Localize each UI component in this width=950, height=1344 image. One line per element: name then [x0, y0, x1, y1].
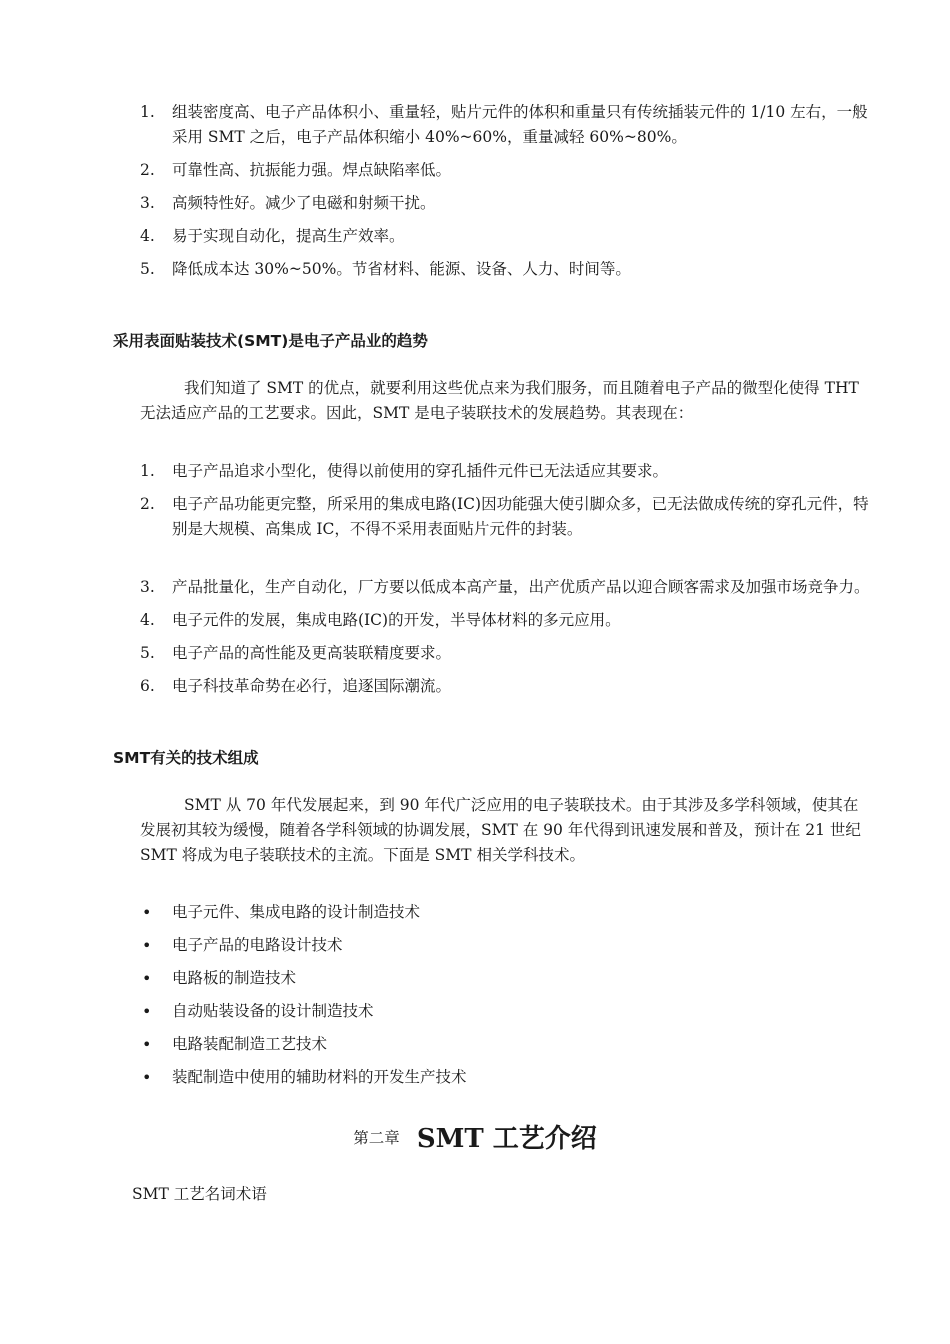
list-item	[140, 641, 870, 666]
chapter-title	[0, 1118, 950, 1155]
bullet-icon: •	[142, 1002, 152, 1021]
chapter-label: 第二章	[353, 1128, 400, 1147]
item-number: 4.	[140, 227, 155, 245]
item-text: 电路板的制造技术	[172, 969, 297, 987]
item-text: 易于实现自动化，提高生产效率。	[172, 227, 405, 245]
trend-list-a	[140, 459, 870, 550]
trend-list-b	[140, 575, 870, 707]
item-text: 电子元件的发展，集成电路(IC)的开发，半导体材料的多元应用。	[172, 611, 621, 629]
item-text: 高频特性好。减少了电磁和射频干扰。	[172, 194, 436, 212]
list-item	[140, 900, 870, 925]
list-item	[140, 191, 870, 216]
item-text: 自动贴装设备的设计制造技术	[172, 1002, 374, 1020]
item-number: 5.	[140, 260, 155, 278]
list-item	[140, 158, 870, 183]
terms-heading: SMT 工艺名词术语	[132, 1185, 267, 1203]
item-number: 1.	[140, 462, 155, 480]
list-item	[140, 999, 870, 1024]
item-number: 6.	[140, 677, 155, 695]
item-number: 3.	[140, 578, 155, 596]
list-item	[140, 608, 870, 633]
list-item	[140, 100, 870, 150]
item-text: 电子科技革命势在必行，追逐国际潮流。	[172, 677, 452, 695]
list-item	[140, 966, 870, 991]
list-item	[140, 674, 870, 699]
item-number: 2.	[140, 495, 155, 513]
item-text: 可靠性高、抗振能力强。焊点缺陷率低。	[172, 161, 452, 179]
list-item	[140, 257, 870, 282]
item-number: 3.	[140, 194, 155, 212]
list-item	[140, 933, 870, 958]
list-item	[140, 459, 870, 484]
item-text: 电子产品的高性能及更高装联精度要求。	[172, 644, 452, 662]
bullet-icon: •	[142, 936, 152, 955]
tech-list	[140, 900, 870, 1098]
chapter-name: SMT 工艺介绍	[416, 1124, 597, 1154]
trend-heading: 采用表面贴装技术(SMT)是电子产品业的趋势	[113, 332, 428, 350]
item-text: 降低成本达 30%~50%。节省材料、能源、设备、人力、时间等。	[172, 260, 631, 278]
item-text: 装配制造中使用的辅助材料的开发生产技术	[172, 1068, 467, 1086]
item-number: 2.	[140, 161, 155, 179]
item-text: 电子产品的电路设计技术	[172, 936, 343, 954]
item-number: 5.	[140, 644, 155, 662]
advantages-list	[140, 100, 870, 290]
item-text: 组装密度高、电子产品体积小、重量轻，贴片元件的体积和重量只有传统插装元件的 1/10 左右，一般采用 SMT 之后，电子产品体积缩小 40%~60%，重量减轻 60%~80%。	[172, 103, 868, 146]
list-item	[140, 1065, 870, 1090]
trend-intro: 我们知道了 SMT 的优点，就要利用这些优点来为我们服务，而且随着电子产品的微型化使得 THT 无法适应产品的工艺要求。因此，SMT 是电子装联技术的发展趋势。其表现在：	[140, 379, 859, 422]
tech-intro: SMT 从 70 年代发展起来，到 90 年代广泛应用的电子装联技术。由于其涉及多学科领域，使其在发展初其较为缓慢，随着各学科领域的协调发展，SMT 在 90 年代得到讯速发展和普及，预计在 21 世纪 SMT 将成为电子装联技术的主流。下面是 SMT 相关学科技术。	[140, 796, 861, 864]
tech-heading: SMT有关的技术组成	[113, 749, 259, 767]
bullet-icon: •	[142, 1035, 152, 1054]
bullet-icon: •	[142, 1068, 152, 1087]
item-text: 电子产品追求小型化，使得以前使用的穿孔插件元件已无法适应其要求。	[172, 462, 669, 480]
item-text: 产品批量化，生产自动化，厂方要以低成本高产量，出产优质产品以迎合顾客需求及加强市场竞争力。	[172, 578, 870, 596]
item-text: 电路装配制造工艺技术	[172, 1035, 328, 1053]
list-item	[140, 492, 870, 542]
list-item	[140, 575, 870, 600]
item-text: 电子元件、集成电路的设计制造技术	[172, 903, 421, 921]
item-text: 电子产品功能更完整，所采用的集成电路(IC)因功能强大使引脚众多，已无法做成传统的穿孔元件，特别是大规模、高集成 IC，不得不采用表面贴片元件的封装。	[172, 495, 869, 538]
list-item	[140, 224, 870, 249]
bullet-icon: •	[142, 969, 152, 988]
item-number: 4.	[140, 611, 155, 629]
bullet-icon: •	[142, 903, 152, 922]
list-item	[140, 1032, 870, 1057]
item-number: 1.	[140, 103, 155, 121]
